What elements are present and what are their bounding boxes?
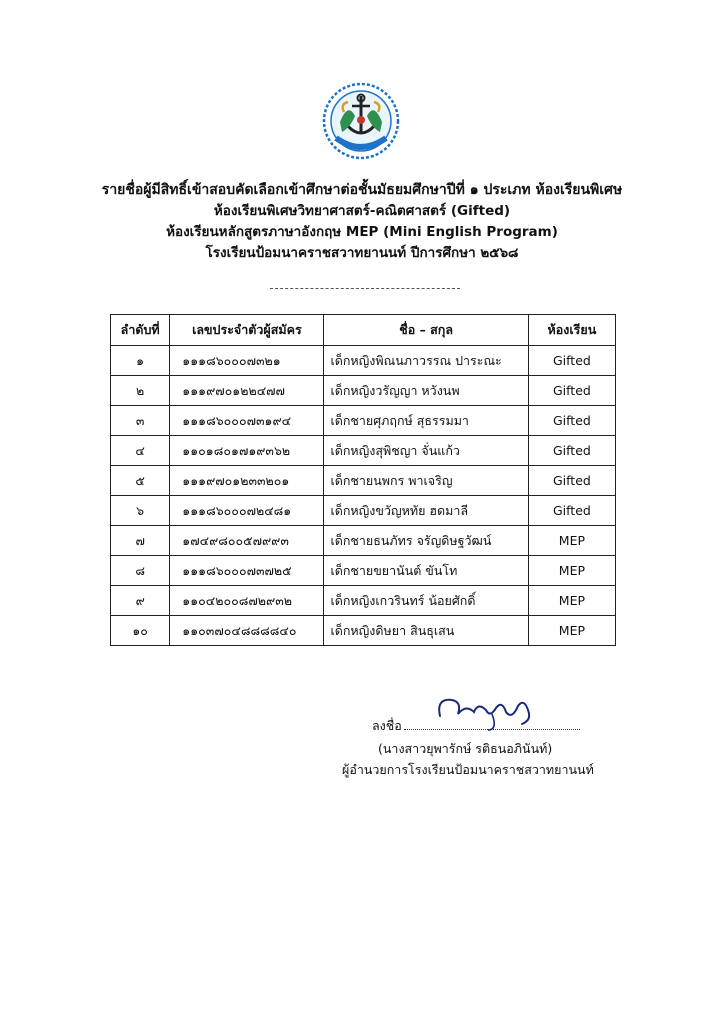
cell-classroom: MEP xyxy=(528,556,615,586)
cell-full-name: เด็กหญิงพิณนภาวรรณ ปาระณะ xyxy=(324,346,528,376)
candidate-table xyxy=(110,314,616,646)
signature-line xyxy=(372,716,580,736)
header-classroom: ห้องเรียน xyxy=(528,315,615,346)
cell-applicant-id: ๑๑๐๓๗๐๔๘๘๘๘๔๐ xyxy=(170,616,324,646)
table-row xyxy=(111,616,616,646)
cell-full-name: เด็กหญิงวรัญญา หวังนพ xyxy=(324,376,528,406)
heading-line-1: รายชื่อผู้มีสิทธิ์เข้าสอบคัดเลือกเข้าศึกษาต่อชั้นมัธยมศึกษาปีที่ ๑ ประเภท ห้องเรียนพิเศษ xyxy=(101,182,623,198)
cell-applicant-id: ๑๑๑๘๖๐๐๐๗๓๑๙๔ xyxy=(170,406,324,436)
heading-line-2: ห้องเรียนพิเศษวิทยาศาสตร์-คณิตศาสตร์ (Gifted) xyxy=(213,203,511,219)
cell-order: ๗ xyxy=(111,526,170,556)
signature-dotted-line xyxy=(404,729,580,730)
table-row xyxy=(111,346,616,376)
table-row xyxy=(111,466,616,496)
cell-classroom: Gifted xyxy=(528,496,615,526)
cell-classroom: Gifted xyxy=(528,376,615,406)
cell-classroom: Gifted xyxy=(528,436,615,466)
cell-full-name: เด็กหญิงสุพิชญา จั่นแก้ว xyxy=(324,436,528,466)
table-row xyxy=(111,436,616,466)
school-logo xyxy=(322,82,400,160)
table-row xyxy=(111,586,616,616)
cell-full-name: เด็กหญิงขวัญหทัย ฮดมาลี xyxy=(324,496,528,526)
table-row xyxy=(111,496,616,526)
cell-order: ๑๐ xyxy=(111,616,170,646)
cell-full-name: เด็กชายนพกร พาเจริญ xyxy=(324,466,528,496)
cell-order: ๓ xyxy=(111,406,170,436)
cell-classroom: Gifted xyxy=(528,466,615,496)
table-row xyxy=(111,376,616,406)
cell-applicant-id: ๑๑๑๘๖๐๐๐๗๒๔๘๑ xyxy=(170,496,324,526)
heading-line-4: โรงเรียนป้อมนาคราชสวาทยานนท์ ปีการศึกษา ๒๕๖๘ xyxy=(205,245,519,261)
cell-full-name: เด็กชายขยานันต์ ขันโท xyxy=(324,556,528,586)
cell-classroom: MEP xyxy=(528,526,615,556)
header-full-name: ชื่อ – สกุล xyxy=(324,315,528,346)
cell-classroom: MEP xyxy=(528,616,615,646)
cell-classroom: Gifted xyxy=(528,346,615,376)
signer-position: ผู้อำนวยการโรงเรียนป้อมนาคราชสวาทยานนท์ xyxy=(342,762,594,777)
school-emblem-icon xyxy=(322,82,400,160)
cell-applicant-id: ๑๑๐๑๘๐๑๗๑๙๓๖๒ xyxy=(170,436,324,466)
cell-order: ๖ xyxy=(111,496,170,526)
cell-full-name: เด็กชายธนภัทร จรัญดิษฐวัฒน์ xyxy=(324,526,528,556)
signature-label: ลงชื่อ xyxy=(372,718,402,733)
document-heading xyxy=(0,180,724,264)
header-order: ลำดับที่ xyxy=(111,315,170,346)
cell-order: ๑ xyxy=(111,346,170,376)
header-applicant-id: เลขประจำตัวผู้สมัคร xyxy=(170,315,324,346)
cell-applicant-id: ๑๑๑๙๗๐๑๒๒๔๗๗ xyxy=(170,376,324,406)
table-row xyxy=(111,556,616,586)
cell-full-name: เด็กหญิงเกวรินทร์ น้อยศักดิ์ xyxy=(324,586,528,616)
cell-classroom: MEP xyxy=(528,586,615,616)
signer-name: (นางสาวยุพารักษ์ รติธนอภินันท์) xyxy=(378,741,553,756)
cell-order: ๘ xyxy=(111,556,170,586)
table-row xyxy=(111,526,616,556)
table-header-row xyxy=(111,315,616,346)
cell-order: ๙ xyxy=(111,586,170,616)
cell-applicant-id: ๑๑๐๔๒๐๐๘๗๒๙๓๒ xyxy=(170,586,324,616)
heading-line-3: ห้องเรียนหลักสูตรภาษาอังกฤษ MEP (Mini English Program) xyxy=(166,224,558,240)
cell-full-name: เด็กหญิงดิษยา สินธุเสน xyxy=(324,616,528,646)
cell-classroom: Gifted xyxy=(528,406,615,436)
cell-order: ๒ xyxy=(111,376,170,406)
table-row xyxy=(111,406,616,436)
heading-divider xyxy=(270,288,460,289)
cell-order: ๕ xyxy=(111,466,170,496)
signature-block xyxy=(0,690,724,780)
cell-applicant-id: ๑๑๑๙๗๐๑๒๓๓๒๐๑ xyxy=(170,466,324,496)
cell-applicant-id: ๑๑๑๘๖๐๐๐๗๓๒๑ xyxy=(170,346,324,376)
cell-order: ๔ xyxy=(111,436,170,466)
cell-applicant-id: ๑๑๑๘๖๐๐๐๗๓๗๒๕ xyxy=(170,556,324,586)
cell-full-name: เด็กชายศุภฤกษ์ สุธรรมมา xyxy=(324,406,528,436)
cell-applicant-id: ๑๗๔๙๘๐๐๕๗๙๙๓ xyxy=(170,526,324,556)
